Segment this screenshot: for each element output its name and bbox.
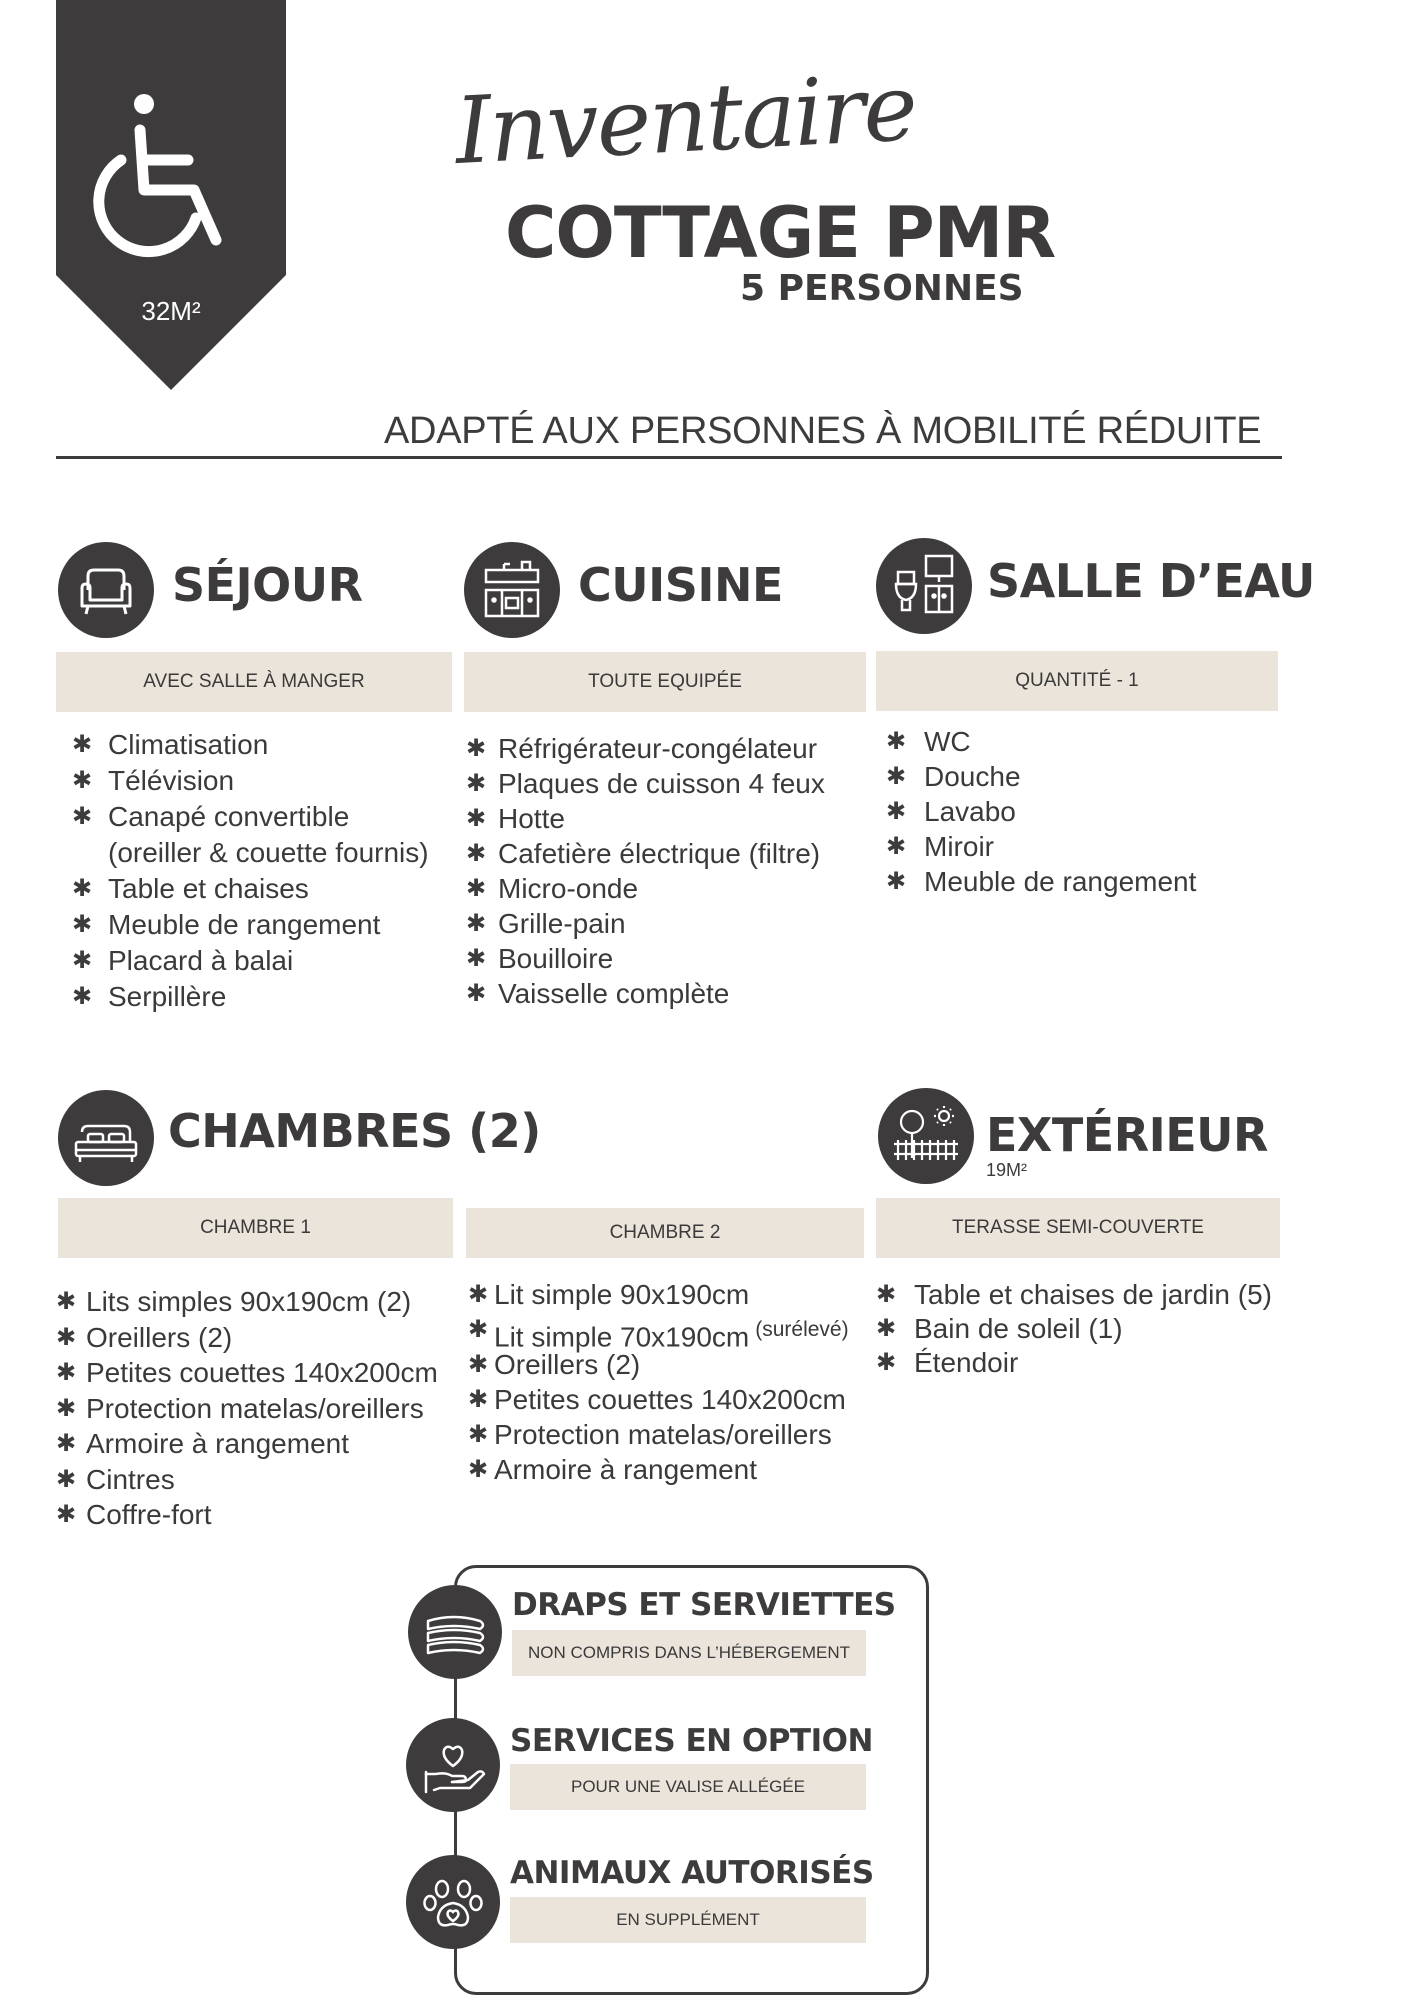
list-item (466, 941, 825, 976)
list-item (72, 727, 429, 763)
section-title-exterieur: EXTÉRIEUR (986, 1108, 1268, 1162)
list-item (56, 1462, 438, 1498)
list-item (468, 1347, 849, 1382)
bullet-icon: ✱ (466, 910, 487, 937)
list-item (886, 829, 1196, 864)
bullet-icon: ✱ (72, 983, 93, 1010)
bullet-icon: ✱ (466, 945, 487, 972)
tagline: ADAPTÉ AUX PERSONNES À MOBILITÉ RÉDUITE (384, 410, 1262, 452)
area-label: 32M² (141, 296, 201, 326)
list-item-label: Vaisselle complète (498, 978, 730, 1009)
kitchen-icon (464, 542, 560, 638)
list-item-label: Cintres (86, 1463, 175, 1495)
exterieur-area: 19M² (986, 1160, 1028, 1180)
option-title-services: SERVICES EN OPTION (510, 1723, 873, 1759)
list-item (886, 864, 1196, 899)
list-item-label: Placard à balai (108, 945, 294, 976)
bullet-icon: ✱ (876, 1349, 897, 1376)
list-item-label: WC (924, 726, 971, 757)
folded-linen-icon (408, 1585, 502, 1679)
list-item (466, 801, 825, 836)
band-sejour: AVEC SALLE À MANGER (56, 652, 452, 712)
list-item (72, 835, 429, 871)
bullet-icon: ✱ (72, 803, 93, 830)
bullet-icon: ✱ (886, 833, 907, 860)
list-item (886, 794, 1196, 829)
garden-icon (878, 1088, 974, 1184)
band-chambre2: CHAMBRE 2 (466, 1208, 864, 1258)
list-item (466, 731, 825, 766)
list-item (72, 943, 429, 979)
list-item-label: Micro-onde (498, 873, 639, 904)
band-chambre1: CHAMBRE 1 (58, 1198, 453, 1258)
list-item (56, 1497, 438, 1533)
bullet-icon: ✱ (468, 1316, 489, 1343)
list-item (56, 1284, 438, 1320)
section-title-salle-eau: SALLE D’EAU (987, 554, 1315, 608)
list-item-label: Meuble de rangement (108, 909, 381, 940)
list-item (72, 763, 429, 799)
list-exterieur (876, 1278, 1272, 1380)
list-item-label: Climatisation (108, 729, 269, 760)
list-sejour (72, 727, 429, 1015)
list-item (886, 759, 1196, 794)
divider (56, 456, 1282, 459)
bullet-icon: ✱ (56, 1430, 77, 1457)
heart-hand-icon (406, 1718, 500, 1812)
list-item-label: Bouilloire (498, 943, 614, 974)
list-item-label: Serpillère (108, 981, 227, 1012)
list-item-label: Table et chaises (108, 873, 309, 904)
option-title-animaux: ANIMAUX AUTORISÉS (510, 1855, 874, 1891)
list-item (468, 1452, 849, 1487)
list-item-label: Miroir (924, 831, 994, 862)
option-band-draps: NON COMPRIS DANS L’HÉBERGEMENT (512, 1630, 866, 1676)
section-title-chambres: CHAMBRES (2) (168, 1104, 541, 1158)
bullet-icon: ✱ (72, 875, 93, 902)
bullet-icon: ✱ (466, 840, 487, 867)
accessibility-banner (56, 0, 286, 390)
bullet-icon: ✱ (468, 1421, 489, 1448)
bullet-icon: ✱ (468, 1456, 489, 1483)
bullet-icon: ✱ (468, 1386, 489, 1413)
list-item (466, 976, 825, 1011)
list-item (72, 871, 429, 907)
list-item (56, 1355, 438, 1391)
list-item-label: Petites couettes 140x200cm (494, 1384, 846, 1415)
bathroom-icon (876, 538, 972, 634)
list-item (72, 979, 429, 1015)
bullet-icon: ✱ (886, 763, 907, 790)
bullet-icon: ✱ (56, 1288, 77, 1315)
list-item-label: Coffre-fort (86, 1499, 212, 1530)
list-item (468, 1277, 849, 1312)
bullet-icon: ✱ (56, 1501, 77, 1528)
list-item (468, 1312, 849, 1353)
list-item-label: Lit simple 90x190cm (494, 1279, 750, 1310)
list-cuisine (466, 731, 825, 1011)
list-item (466, 871, 825, 906)
bullet-icon: ✱ (56, 1323, 77, 1351)
list-item-label: Douche (924, 761, 1021, 792)
list-item-label: Hotte (498, 803, 565, 834)
list-chambre1 (56, 1284, 438, 1533)
script-title: Inventaire (452, 54, 919, 185)
section-title-sejour: SÉJOUR (172, 558, 363, 612)
bullet-icon: ✱ (886, 798, 907, 825)
option-band-animaux: EN SUPPLÉMENT (510, 1897, 866, 1943)
bullet-icon: ✱ (886, 868, 907, 895)
bullet-icon: ✱ (72, 767, 93, 794)
list-item-label: Protection matelas/oreillers (494, 1419, 832, 1450)
list-item (466, 836, 825, 871)
page-subtitle: 5 PERSONNES (740, 268, 1024, 309)
list-item-label: Table et chaises de jardin (5) (914, 1279, 1272, 1310)
list-item-label: Réfrigérateur-congélateur (498, 733, 818, 764)
bullet-icon: ✱ (466, 735, 487, 762)
list-item-note: (surélevé) (755, 1318, 849, 1341)
bullet-icon: ✱ (72, 947, 93, 974)
band-salle-eau: QUANTITÉ - 1 (876, 651, 1278, 711)
option-title-draps: DRAPS ET SERVIETTES (512, 1587, 896, 1623)
list-item-label: Lit simple 70x190cm (494, 1321, 750, 1353)
list-item-label: Oreillers (2) (86, 1321, 233, 1353)
bullet-icon: ✱ (56, 1394, 77, 1422)
list-item (56, 1320, 438, 1356)
list-item-label: Petites couettes 140x200cm (86, 1357, 438, 1388)
list-item-label: Télévision (108, 765, 235, 796)
armchair-icon (58, 542, 154, 638)
list-salle-eau (886, 724, 1196, 899)
list-item (466, 766, 825, 801)
list-item (468, 1417, 849, 1452)
list-item (876, 1312, 1272, 1346)
band-exterieur: TERASSE SEMI-COUVERTE (876, 1198, 1280, 1258)
list-item (468, 1382, 849, 1417)
bullet-icon: ✱ (466, 770, 487, 797)
list-item (876, 1278, 1272, 1312)
bullet-icon: ✱ (876, 1281, 897, 1308)
list-chambre2 (468, 1277, 849, 1487)
bullet-icon: ✱ (466, 875, 487, 902)
list-item (466, 906, 825, 941)
list-item-label: Lits simples 90x190cm (2) (86, 1286, 412, 1317)
bullet-icon: ✱ (468, 1351, 489, 1378)
list-item-label: Plaques de cuisson 4 feux (498, 768, 825, 799)
list-item-label: Cafetière électrique (filtre) (498, 838, 821, 869)
bullet-icon: ✱ (72, 911, 93, 938)
list-item (876, 1346, 1272, 1380)
list-item (72, 799, 429, 835)
bullet-icon: ✱ (72, 731, 93, 758)
list-item (886, 724, 1196, 759)
bullet-icon: ✱ (466, 805, 487, 832)
list-item (72, 907, 429, 943)
list-item-label: Bain de soleil (1) (914, 1313, 1123, 1344)
list-item-label: Canapé convertible (108, 801, 350, 832)
band-cuisine: TOUTE EQUIPÉE (464, 652, 866, 712)
bed-icon (58, 1090, 154, 1186)
bullet-icon: ✱ (466, 980, 487, 1007)
page-title: COTTAGE PMR (505, 192, 1056, 274)
list-item-label: Meuble de rangement (924, 866, 1197, 897)
list-item-label: Protection matelas/oreillers (86, 1392, 424, 1424)
bullet-icon: ✱ (56, 1359, 77, 1386)
list-item-label: (oreiller & couette fournis) (108, 837, 429, 868)
list-item (56, 1391, 438, 1427)
list-item-label: Lavabo (924, 796, 1016, 827)
bullet-icon: ✱ (468, 1281, 489, 1308)
option-band-services: POUR UNE VALISE ALLÉGÉE (510, 1764, 866, 1810)
paw-icon (406, 1855, 500, 1949)
list-item-label: Armoire à rangement (86, 1428, 350, 1459)
list-item-label: Étendoir (914, 1347, 1019, 1378)
bullet-icon: ✱ (876, 1315, 897, 1342)
list-item-label: Armoire à rangement (494, 1454, 758, 1485)
section-title-cuisine: CUISINE (578, 558, 783, 612)
list-item-label: Grille-pain (498, 908, 626, 939)
bullet-icon: ✱ (56, 1465, 77, 1493)
list-item (56, 1426, 438, 1462)
bullet-icon: ✱ (886, 728, 907, 755)
list-item-label: Oreillers (2) (494, 1349, 641, 1380)
